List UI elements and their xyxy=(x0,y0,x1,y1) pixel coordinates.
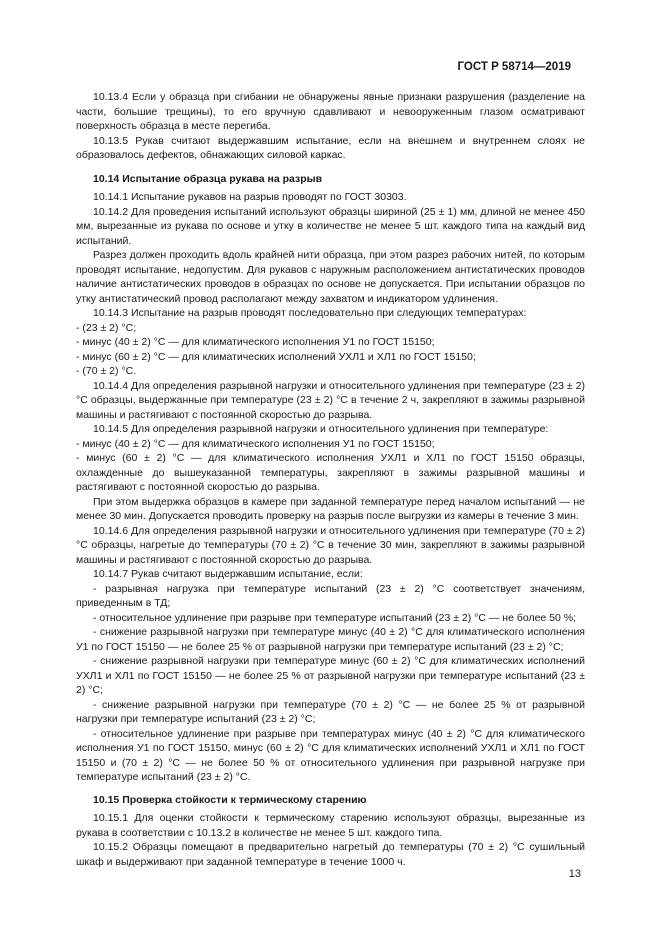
list-item: - снижение разрывной нагрузки при температуре минус (60 ± 2) °С для климатических исполнений УХЛ1 и ХЛ1 по ГОСТ 15150 — не более 25 % от разрывной нагрузки при температуре испытаний (23 ± 2) °С; xyxy=(76,655,585,696)
list-item: - минус (60 ± 2) °С — для климатических исполнений УХЛ1 и ХЛ1 по ГОСТ 15150; xyxy=(76,350,476,363)
section-heading: 10.15 Проверка стойкости к термическому старению xyxy=(93,793,367,806)
page-number: 13 xyxy=(568,868,581,880)
paragraph: 10.14.6 Для определения разрывной нагрузки и относительного удлинения при температуре (70 ± 2) °С образцы, нагретые до температуры (70 ± 2) °С в течение 30 мин, закрепляют в зажимы разрывной машины и растягивают с постоянной скоростью до разрыва. xyxy=(76,524,585,566)
paragraph: 10.15.1 Для оценки стойкости к термическому старению используют образцы, вырезанные из рукава в соответствии с 10.13.2 в количестве не менее 5 шт. каждого типа. xyxy=(76,812,585,839)
list-item: - снижение разрывной нагрузки при температуре (70 ± 2) °С — не более 25 % от разрывной нагрузки при температуре испытаний (23 ± 2) °С; xyxy=(76,698,585,725)
paragraph: 10.14.3 Испытание на разрыв проводят последовательно при следующих температурах: xyxy=(93,307,527,319)
list-item: - минус (40 ± 2) °С — для климатического исполнения У1 по ГОСТ 15150; xyxy=(76,336,435,348)
paragraph: 10.14.2 Для проведения испытаний используют образцы шириной (25 ± 1) мм, длиной не менее 450 мм, вырезанные из рукава по основе и утку в количестве не менее 5 шт. каждого типа на каждый вид испытаний. xyxy=(76,205,585,247)
list-item: - (23 ± 2) °С; xyxy=(76,321,137,334)
section-heading: 10.14 Испытание образца рукава на разрыв xyxy=(93,172,323,185)
list-item: - относительное удлинение при разрыве при температуре испытаний (23 ± 2) °С — не более 50 %; xyxy=(93,611,577,624)
paragraph: Разрез должен проходить вдоль крайней нити образца, при этом разрез рабочих нитей, по которым проводят испытание, недопустим. Для рукавов с наружным расположением антистатических проводов наличие антистатических проводов в образцах по основе не допускается. При испытании образцов по утку антистатический провод располагают между захватом и индикатором удлинения. xyxy=(76,249,585,305)
list-item: - относительное удлинение при разрыве при температурах минус (40 ± 2) °С для климатического исполнения У1 по ГОСТ 15150, минус (60 ± 2) °С для климатических исполнений УХЛ1 и ХЛ1 по ГОСТ 15150 и (70 ± 2) °С — не более 50 % от относительного удлинения при разрывной нагрузке при температуре испытаний (23 ± 2) °С. xyxy=(76,727,585,783)
list-item: - разрывная нагрузка при температуре испытаний (23 ± 2) °С соответствует значениям, приведенным в ТД; xyxy=(76,582,585,609)
paragraph: 10.14.7 Рукав считают выдержавшим испытание, если: xyxy=(93,568,363,580)
paragraph: 10.13.4 Если у образца при сгибании не обнаружены явные признаки разрушения (разделение на части, большие трещины), то его вручную сдавливают и невооруженным глазом осматривают поверхность образца в месте перегиба. xyxy=(76,91,585,132)
paragraph: 10.14.1 Испытание рукавов на разрыв проводят по ГОСТ 30303. xyxy=(93,191,407,203)
paragraph: При этом выдержка образцов в камере при заданной температуре перед началом испытаний — не менее 30 мин. Допускается проводить проверку на разрыв после выгрузки из камеры в течение 3 мин. xyxy=(76,495,585,522)
list-item: - (70 ± 2) °С. xyxy=(76,365,137,377)
list-item: - минус (40 ± 2) °С — для климатического исполнения У1 по ГОСТ 15150; xyxy=(76,437,435,450)
document-body xyxy=(76,90,585,869)
paragraph: 10.14.4 Для определения разрывной нагрузки и относительного удлинения при температуре (23 ± 2) °С образцы, выдержанные при температуре (23 ± 2) °С в течение 2 ч, закрепляют в зажимы разрывной машины и растягивают с постоянной скоростью до разрыва. xyxy=(76,379,585,421)
list-item: - снижение разрывной нагрузки при температуре минус (40 ± 2) °С для климатического исполнения У1 по ГОСТ 15150 — не более 25 % от разрывной нагрузки при температуре испытаний (23 ± 2) °С; xyxy=(76,626,585,653)
document-code-header: ГОСТ Р 58714—2019 xyxy=(457,61,571,73)
list-item: - минус (60 ± 2) °С — для климатического исполнения УХЛ1 и ХЛ1 по ГОСТ 15150 образцы, охлажденные до вышеуказанной температуры, закрепляют в зажимы разрывной машины и растягивают с постоянной скоростью до разрыва. xyxy=(76,452,585,493)
paragraph: 10.14.5 Для определения разрывной нагрузки и относительного удлинения при температуре: xyxy=(93,423,549,435)
paragraph: 10.15.2 Образцы помещают в предварительно нагретый до температуры (70 ± 2) °С сушильный шкаф и выдерживают при заданной температуре в течение 1000 ч. xyxy=(76,841,585,868)
paragraph: 10.13.5 Рукав считают выдержавшим испытание, если на внешнем и внутреннем слоях не образовалось дефектов, обнажающих силовой каркас. xyxy=(76,134,585,161)
